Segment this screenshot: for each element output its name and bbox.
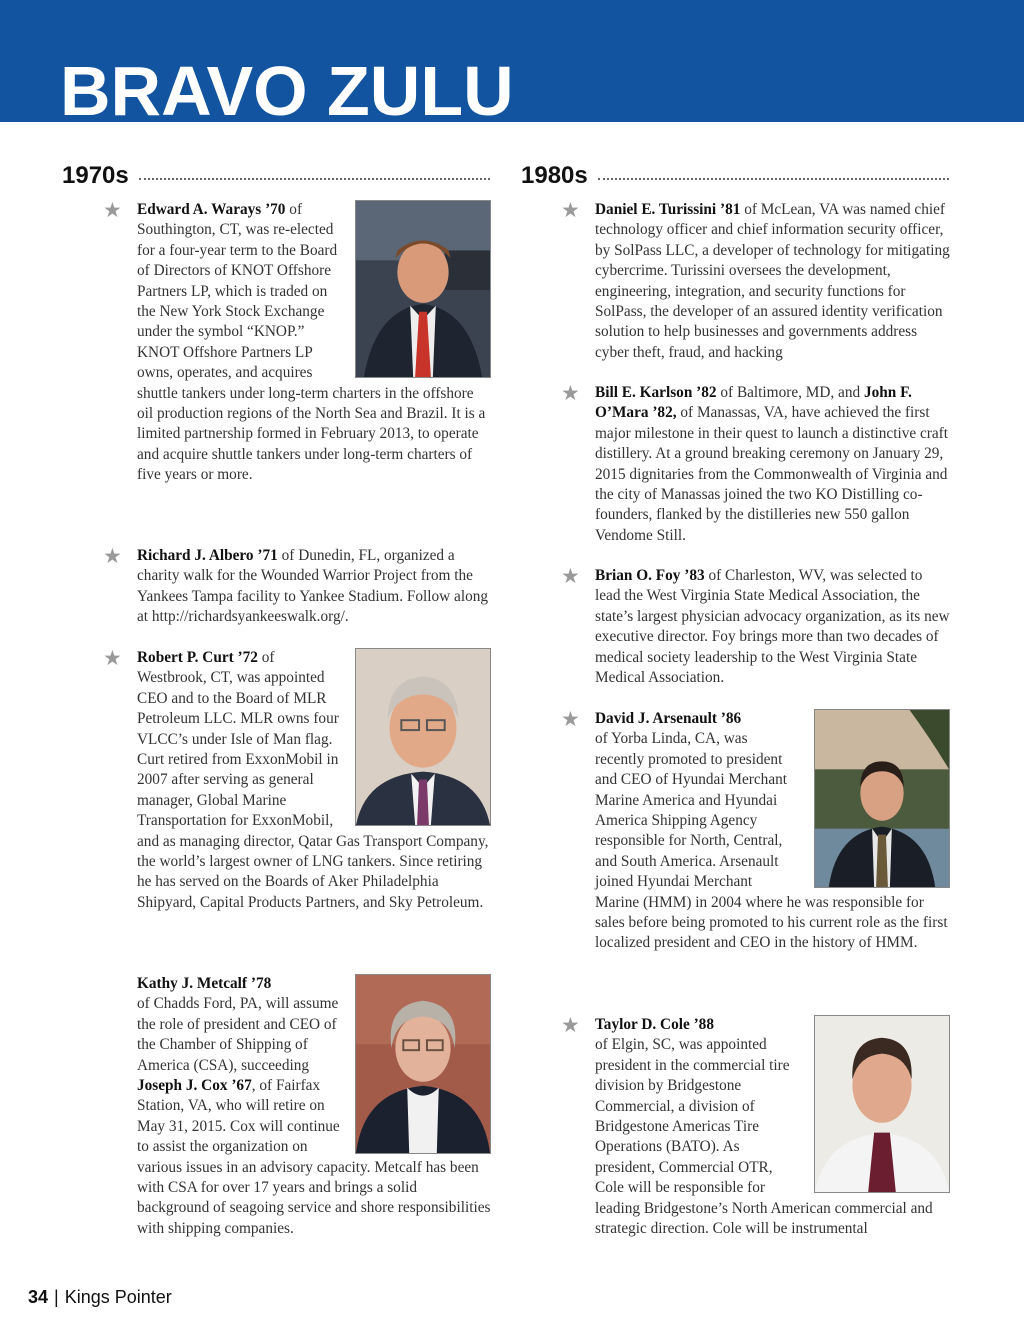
alumnus-name: Brian O. Foy ’83 (595, 567, 705, 584)
dotted-rule (598, 178, 949, 180)
alumnus-name: Kathy J. Metcalf ’78 (137, 975, 272, 992)
star-icon: ★ (103, 646, 122, 670)
portrait-photo-metcalf (355, 974, 491, 1154)
decade-label: 1970s (62, 162, 129, 189)
star-icon: ★ (561, 198, 580, 222)
entry-curt (103, 646, 491, 913)
entry-body: of Southington, CT, was re-elected for a four-year term to the Board of Directors of KNOT Offshore Partners LP, which is traded on the New York Stock Exchange under the symbol “KNOP.” KNOT Offshore Partners LP owns, operates, and acquires shuttle tankers under long-term charters in the offshore oil production regions of the North Sea and Brazil. It is a limited partnership formed in February 2013, to operate and acquire shuttle tankers under long-term charters of five years or more. (137, 201, 486, 484)
entry-body-2: of Manassas, VA, have achieved the first major milestone in their quest to launch a distinctive craft distillery. At a ground breaking ceremony on January 29, 2015 dignitaries from the Commonwealth of Virginia and the city of Manassas joined the two KO Distilling co-founders, flanked by the distilleries new 550 gallon Vendome Still. (595, 404, 949, 544)
dotted-rule (139, 178, 490, 180)
portrait-photo-arsenault (814, 709, 950, 888)
entry-karlson (561, 381, 950, 546)
entry-body: of Charleston, WV, was selected to lead the West Virginia State Medical Association, the state’s largest physician advocacy organization, as its new executive director. Foy brings more than two decades of medical society leadership to the West Virginia State Medical Association. (595, 567, 950, 687)
star-icon: ★ (561, 707, 580, 731)
portrait-photo-curt (355, 648, 491, 826)
entry-text (595, 200, 950, 363)
entry-albero (103, 544, 491, 628)
alumnus-name: Bill E. Karlson ’82 (595, 384, 717, 401)
star-icon: ★ (103, 544, 122, 568)
entry-text (595, 566, 950, 688)
entry-body: of Yorba Linda, CA, was recently promoted to president and CEO of Hyundai Merchant Marine America and Hyundai America Shipping Agency responsible for North, Central, and South America. Arsenault joined Hyundai Merchant Marine (HMM) in 2004 where he was responsible for sales before being promoted to his current role as the first localized president and CEO in the history of HMM. (595, 730, 948, 952)
entry-body: of Dunedin, FL, organized a charity walk for the Wounded Warrior Project from the Yankees Tampa facility to Yankee Stadium. Follow along at http://richardsyankeeswalk.org/. (137, 547, 489, 626)
alumnus-name-2: John F. O’Mara ’82, (595, 384, 912, 422)
star-icon: ★ (103, 198, 122, 222)
entry-body-2: , of Fairfax Station, VA, who will retire on May 31, 2015. Cox will continue to assist the organization on various issues in an advisory capacity. Metcalf has been with CSA for over 17 years and brings a solid background of seagoing service and shore responsibilities with shipping companies. (137, 1077, 491, 1237)
entry-cole (561, 1013, 950, 1239)
alumnus-name: David J. Arsenault ’86 (595, 710, 742, 727)
entry-arsenault (561, 707, 950, 954)
alumnus-name: Taylor D. Cole ’88 (595, 1016, 714, 1033)
alumnus-name: Richard J. Albero ’71 (137, 547, 278, 564)
portrait-photo-warays (355, 200, 491, 378)
alumnus-name-2: Joseph J. Cox ’67 (137, 1077, 252, 1095)
star-icon: ★ (561, 564, 580, 588)
entry-body: of Elgin, SC, was appointed president in the commercial tire division by Bridgestone Commercial, a division of Bridgestone Americas Tire Operations (BATO). As president, Commercial OTR, Cole will be responsible for leading Bridgestone’s North American commercial and strategic direction. Cole will be instrumental (595, 1036, 933, 1238)
entry-text (137, 546, 491, 628)
page-title: BRAVO ZULU (60, 52, 514, 122)
entry-text (595, 383, 950, 546)
alumnus-name: Daniel E. Turissini ’81 (595, 201, 741, 218)
entry-body: of McLean, VA was named chief technology officer and chief information security officer, by SolPass LLC, a developer of technology for mitigating cybercrime. Turissini oversees the development, engineering, integration, and security functions for SolPass, the developer of an assured identity verification solution to help businesses and governments address cyber theft, fraud, and hacking (595, 201, 950, 361)
footer-separator: | (54, 1287, 59, 1307)
entry-warays (103, 198, 491, 486)
page-number: 34 (28, 1287, 49, 1307)
entry-body: of Westbrook, CT, was appointed CEO and to the Board of MLR Petroleum LLC. MLR owns four VLCC’s under Isle of Man flag. Curt retired from ExxonMobil in 2007 after serving as general manager, Global Marine Transportation for ExxonMobil, and as managing director, Qatar Gas Transport Company, the world’s largest owner of LNG tankers. Since retiring he has served on the Boards of Aker Philadelphia Shipyard, Capital Products Partners, and Sky Petroleum. (137, 649, 489, 911)
entry-metcalf (137, 974, 491, 1239)
publication-name: Kings Pointer (64, 1287, 172, 1307)
star-icon: ★ (561, 1013, 580, 1037)
banner (0, 0, 1024, 122)
entry-turissini (561, 198, 950, 363)
entry-foy (561, 564, 950, 688)
section-heading-1980s (521, 160, 949, 190)
entry-body: of Chadds Ford, PA, will assume the role of president and CEO of the Chamber of Shipping of America (CSA), succeeding (137, 995, 339, 1074)
entry-body: of Baltimore, MD, and (716, 384, 864, 401)
page-footer (28, 1286, 172, 1308)
portrait-photo-cole (814, 1015, 950, 1193)
section-heading-1970s (62, 160, 490, 190)
alumnus-name: Robert P. Curt ’72 (137, 649, 258, 666)
star-icon: ★ (561, 381, 580, 405)
decade-label: 1980s (521, 162, 588, 189)
alumnus-name: Edward A. Warays ’70 (137, 201, 286, 218)
